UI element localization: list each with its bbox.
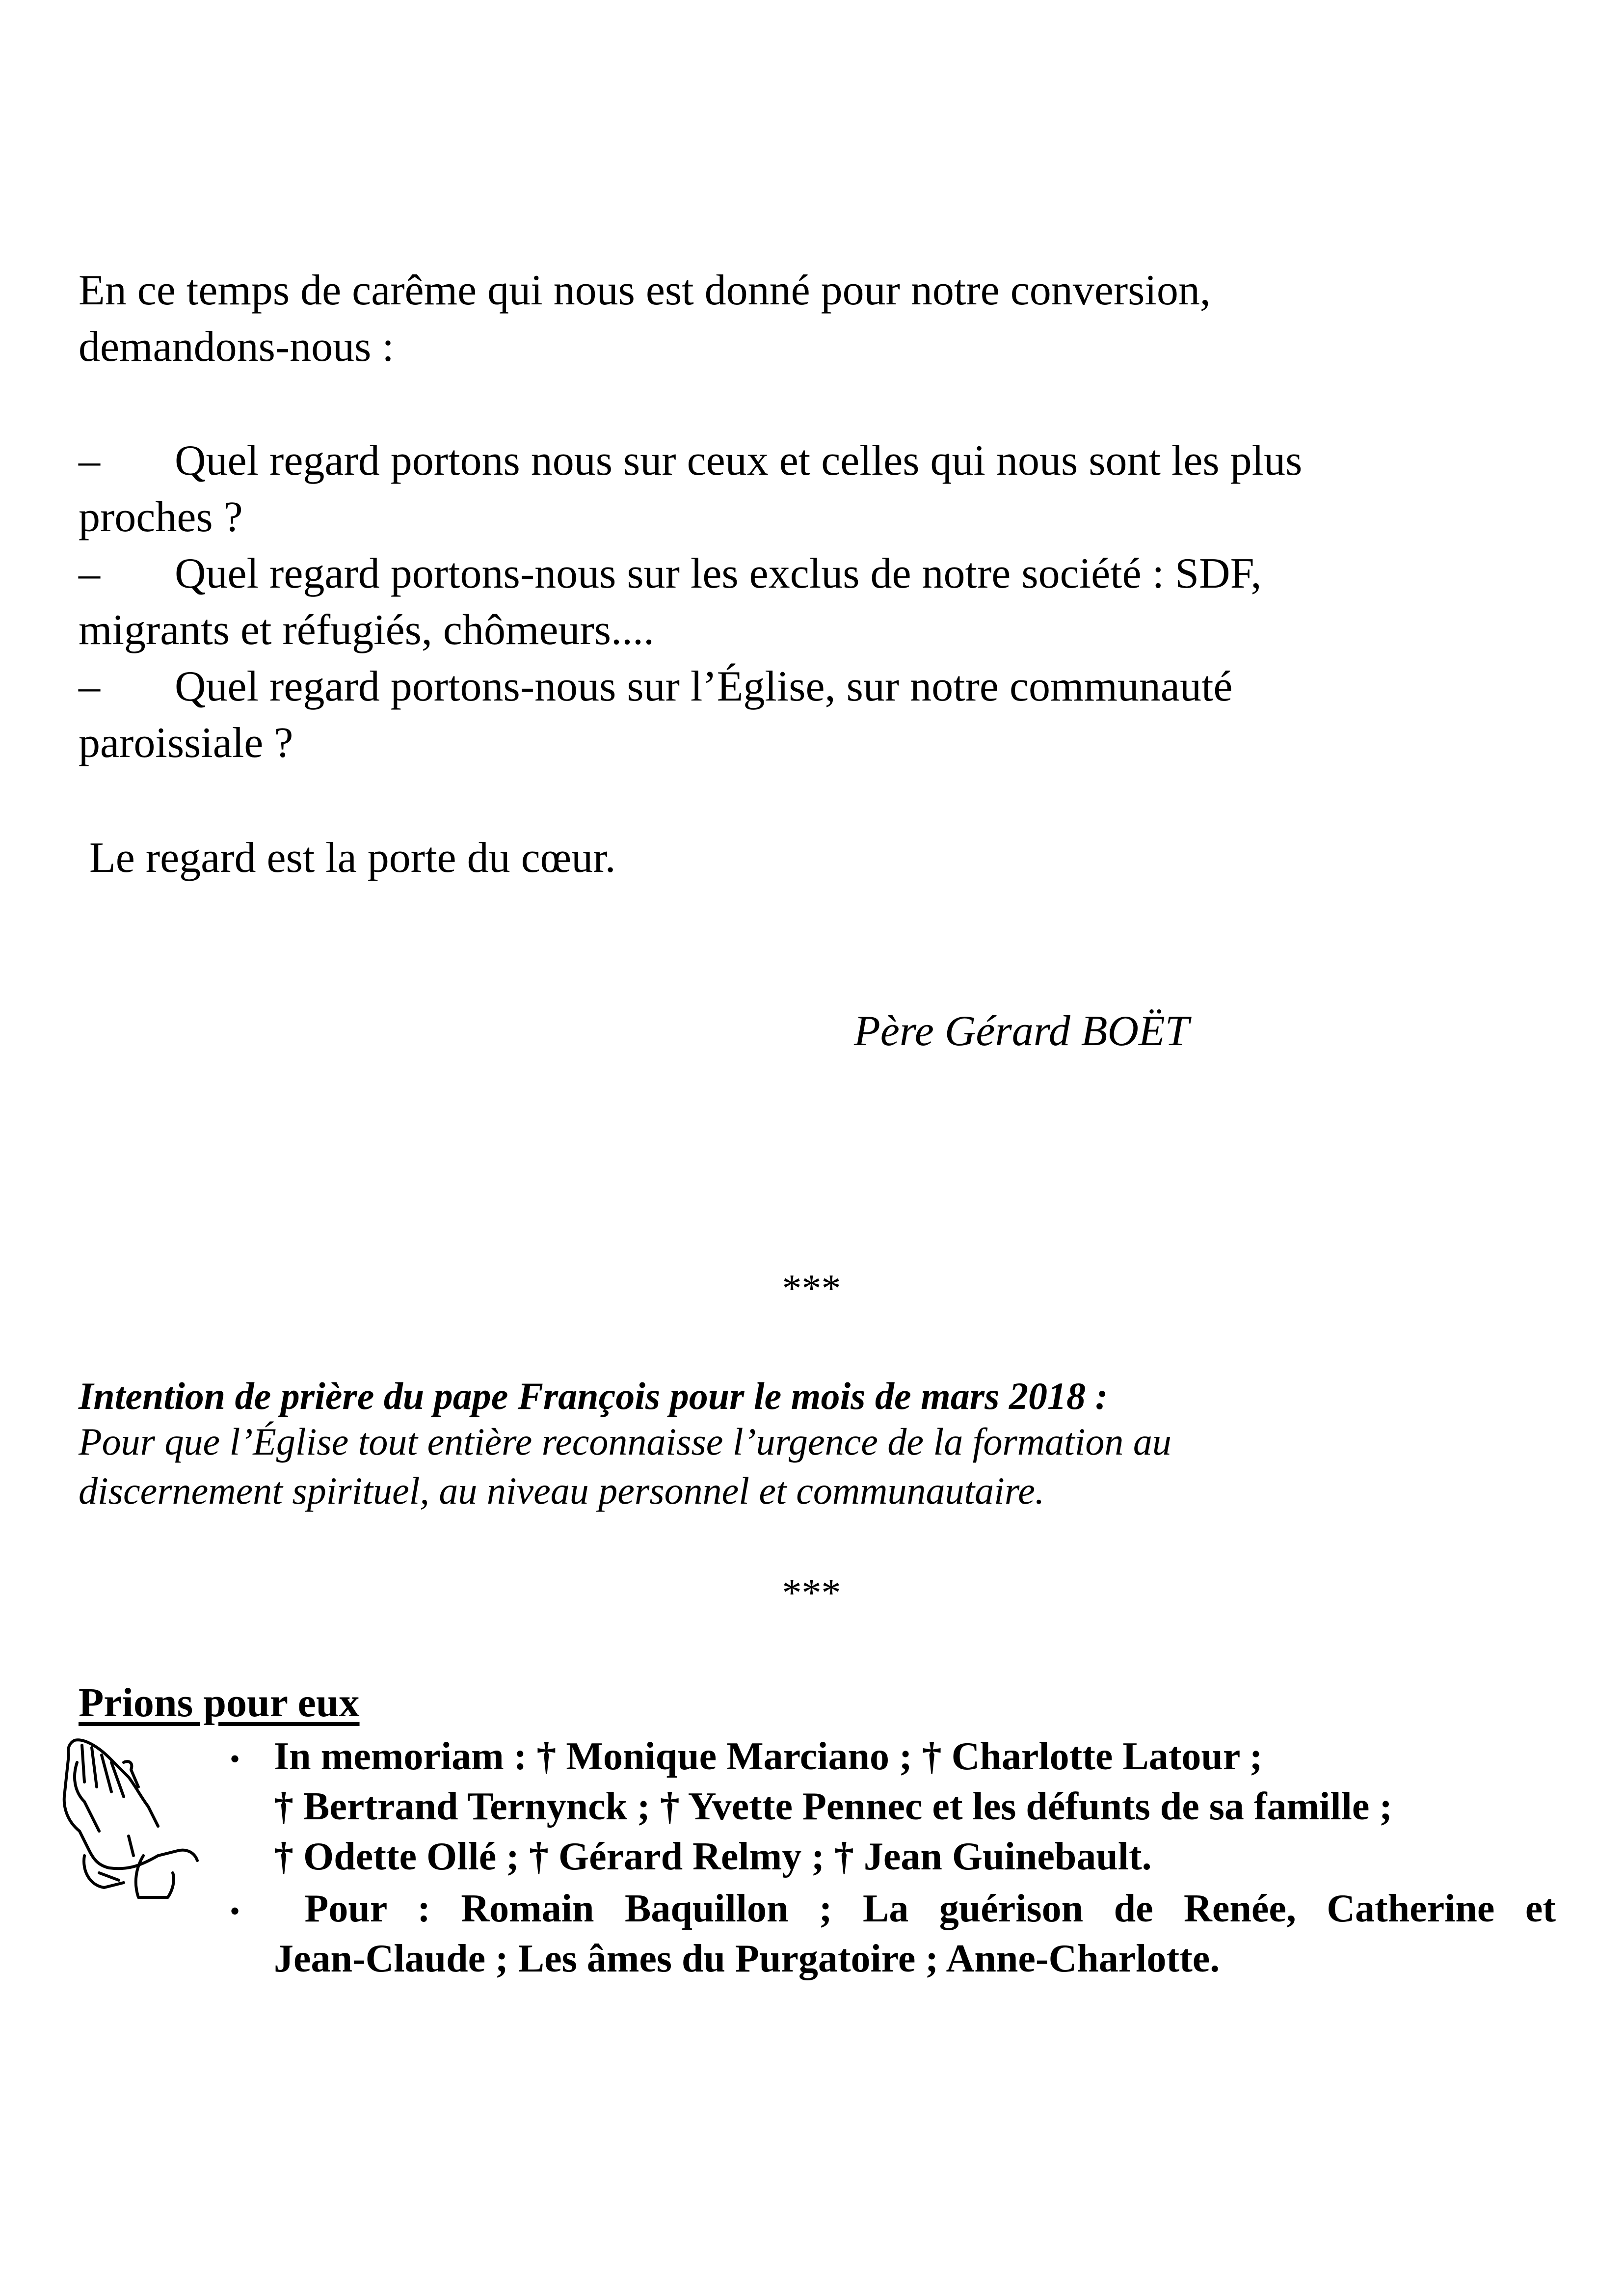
dash: – — [79, 550, 100, 597]
signature: Père Gérard BOËT — [854, 1007, 1189, 1055]
intention-title: Intention de prière du pape François pour le mois de mars 2018 : — [79, 1375, 1108, 1417]
question-2-cont: migrants et réfugiés, chômeurs.... — [79, 606, 655, 654]
question-2 — [79, 552, 1261, 595]
question-1-text: Quel regard portons nous sur ceux et celles qui nous sont les plus — [175, 437, 1303, 485]
pour-line-1: Pour : Romain Baquillon ; La guérison de Renée, Catherine et — [274, 1887, 1556, 1930]
question-3 — [79, 665, 1232, 708]
in-memoriam-line-2: † Bertrand Ternynck ; † Yvette Pennec et les défunts de sa famille ; — [274, 1785, 1392, 1828]
separator: *** — [782, 1571, 841, 1615]
question-1-cont: proches ? — [79, 493, 243, 541]
prayers-heading: Prions pour eux — [79, 1680, 360, 1726]
pour-line-2: Jean-Claude ; Les âmes du Purgatoire ; Anne-Charlotte. — [274, 1937, 1220, 1980]
separator: *** — [782, 1267, 841, 1310]
in-memoriam-line-1: In memoriam : † Monique Marciano ; † Charlotte Latour ; — [274, 1735, 1263, 1778]
intro-line-2: demandons-nous : — [79, 323, 394, 371]
bullet: • — [230, 1895, 240, 1927]
question-3-text: Quel regard portons-nous sur l’Église, sur notre communauté — [175, 663, 1233, 710]
question-1 — [79, 439, 1302, 483]
intro-line-1: En ce temps de carême qui nous est donné pour notre conversion, — [79, 267, 1211, 314]
closing-line: Le regard est la porte du cœur. — [79, 834, 616, 882]
bullet: • — [230, 1743, 240, 1775]
praying-hands-icon — [55, 1733, 202, 1905]
dash: – — [79, 437, 100, 485]
dash: – — [79, 663, 100, 710]
intention-line-1: Pour que l’Église tout entière reconnaisse l’urgence de la formation au — [79, 1420, 1171, 1463]
intention-line-2: discernement spirituel, au niveau personnel et communautaire. — [79, 1469, 1045, 1512]
in-memoriam-line-3: † Odette Ollé ; † Gérard Relmy ; † Jean Guinebault. — [274, 1835, 1152, 1878]
question-2-text: Quel regard portons-nous sur les exclus de notre société : SDF, — [175, 550, 1262, 597]
question-3-cont: paroissiale ? — [79, 719, 293, 767]
